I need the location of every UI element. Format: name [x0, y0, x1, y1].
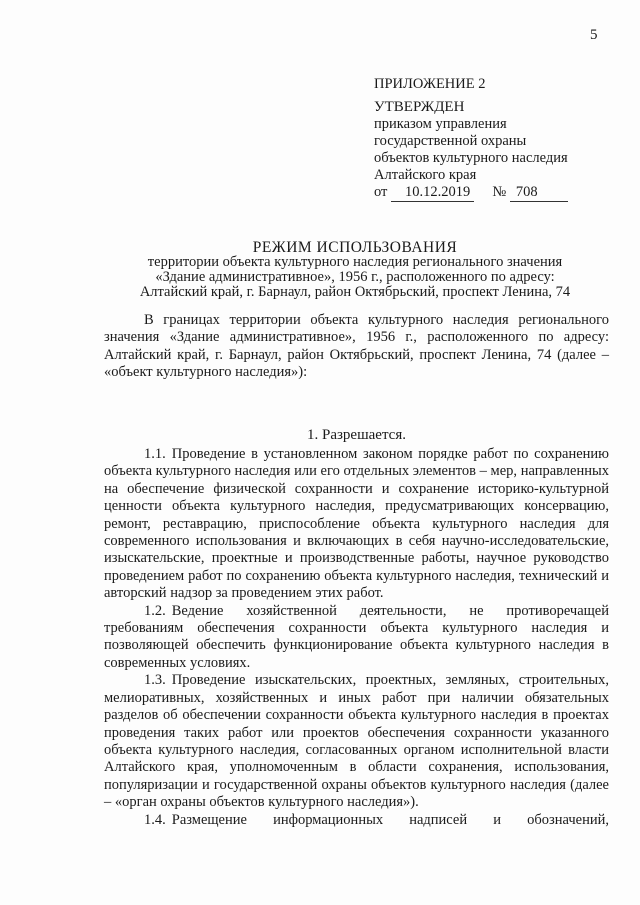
approved-label: УТВЕРЖДЕН	[374, 99, 465, 115]
list-item	[104, 603, 609, 673]
item-text: Ведение хозяйственной деятельности, не противоречащей требованиям обеспечения сохранности объекта культурного наследия и позволяющей обеспечить функционирование объекта культурного наследия в современных условиях.	[104, 602, 609, 671]
number-prefix: №	[492, 184, 507, 200]
item-text: Проведение изыскательских, проектных, земляных, строительных, мелиоративных, хозяйственных и иных работ при наличии обязательных разделов об обеспечении сохранности объекта культурного наследия в проектах проведения таких работ или проектов обеспечения сохранности указанного объекта культурного наследия, согласованных органом исполнительной власти Алтайского края, уполномоченным в области сохранения, использования, популяризации и государственной охраны объектов культурного наследия (далее – «орган охраны объектов культурного наследия»).	[104, 672, 609, 811]
approval-line: государственной охраны	[374, 133, 527, 149]
items-list	[104, 446, 609, 830]
approval-block	[374, 76, 568, 202]
intro-text: В границах территории объекта культурного наследия регионального значения «Здание административное», 1956 г., расположенного по адресу: Алтайский край, г. Барнаул, район Октябрьский, проспект Ленина, 74 (далее – «объект культурного наследия»):	[104, 312, 609, 381]
title-heading: РЕЖИМ ИСПОЛЬЗОВАНИЯ	[252, 239, 458, 256]
item-text: Проведение в установленном законом порядке работ по сохранению объекта культурного наследия или его отдельных элементов – мер, направленных на обеспечение физической сохранности и сохранение историко-культурной ценности объекта культурного наследия, предусматривающих консервацию, ремонт, реставрацию, приспособление объекта культурного наследия для современного использования и включающих в себя научно-исследовательские, изыскательские, проектные и производственные работы, научное руководство проведением работ по сохранению объекта культурного наследия, технический и авторский надзор за проведением этих работ.	[104, 446, 609, 602]
list-item	[104, 672, 609, 811]
list-item	[104, 812, 609, 830]
title-line: «Здание административное», 1956 г., расположенного по адресу:	[155, 269, 555, 285]
order-number: 708	[510, 184, 568, 202]
intro-paragraph	[104, 312, 609, 382]
item-number: 1.2.	[144, 602, 166, 619]
item-number: 1.4.	[144, 811, 166, 828]
appendix-label: ПРИЛОЖЕНИЕ 2	[374, 76, 486, 92]
approval-line: объектов культурного наследия	[374, 150, 568, 166]
document-title	[100, 240, 610, 300]
order-date: 10.12.2019	[391, 184, 474, 202]
title-line: территории объекта культурного наследия регионального значения	[147, 254, 563, 270]
date-prefix: от	[374, 184, 388, 200]
approval-line: приказом управления	[374, 116, 507, 132]
list-item	[104, 446, 609, 603]
section-heading: 1. Разрешается.	[307, 427, 406, 443]
page-number: 5	[590, 27, 598, 43]
item-text: Размещение информационных надписей и обозначений,	[171, 811, 609, 828]
item-number: 1.1.	[144, 446, 166, 462]
approval-line: Алтайского края	[374, 167, 477, 183]
order-date-line	[374, 184, 568, 202]
item-number: 1.3.	[144, 672, 166, 689]
title-line: Алтайский край, г. Барнаул, район Октябрьский, проспект Ленина, 74	[139, 284, 571, 300]
